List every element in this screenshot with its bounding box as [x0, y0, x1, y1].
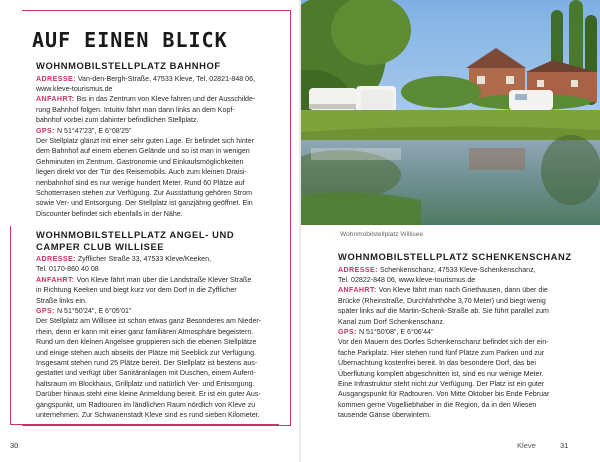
directions-label: ANFAHRT:	[36, 275, 75, 284]
body-line: Der Stellplatz glänzt mit einer sehr guten Lage. Er befindet sich hinter	[36, 136, 255, 145]
directions-label: ANFAHRT:	[338, 286, 377, 295]
address-label: ADRESSE:	[36, 74, 76, 83]
section-bahnhof	[36, 60, 291, 219]
page-number-left: 30	[10, 441, 19, 450]
body-line: Ausgangspunkt für Radtouren. Von Mitte Oktober bis Ende Februar	[338, 390, 550, 399]
body-line: rhein, denn er kann mit einer ganz familiären Atmosphäre begeistern.	[36, 327, 254, 336]
directions-line: Kanal zum Dorf Schenkenschanz.	[338, 317, 445, 326]
body-line: Schotterrasen stehen zur Verfügung. Zur Ausstattung gehören Strom	[36, 188, 253, 197]
body-line: Vor den Mauern des Dorfes Schenkenschanz befindet sich der ein-	[338, 338, 549, 347]
address-text: Schenkenschanz, 47533 Kleve-Schenkenschanz,	[379, 265, 536, 274]
body-line: sowie Ver- und Entsorgung. Der Stellplatz ist ganzjährig geöffnet. Ein	[36, 199, 253, 208]
section-title: WOHNMOBILSTELLPLATZ SCHENKENSCHANZ	[338, 251, 572, 262]
section-title: WOHNMOBILSTELLPLATZ BAHNHOF	[36, 60, 221, 71]
directions-line: Von Kleve fährt man nach Griethausen, dann über die	[378, 286, 548, 295]
address-label: ADRESSE:	[338, 265, 378, 274]
directions-line: bahnhof vorbei zum dahinter befindlichen Stellplatz.	[36, 116, 199, 125]
body-line: tausende Gänse überwintern.	[338, 411, 432, 420]
body-line: Darüber hinaus steht eine kleine Anmeldung bereit. Er ist ein guter Aus-	[36, 390, 261, 399]
page-number-right: 31	[560, 441, 569, 450]
address-label: ADRESSE:	[36, 255, 76, 263]
body-line: Gehminuten im Zentrum. Gastronomie und Einkaufsmöglichkeiten	[36, 157, 244, 166]
gps-label: GPS:	[36, 126, 55, 135]
gps-coordinates: N 51°50'24", E 6°05'01"	[56, 307, 132, 316]
body-line: Der Stellplatz am Willisee ist schon etwas ganz Besonderes am Nieder-	[36, 317, 262, 326]
section-name: Kleve	[517, 441, 536, 450]
body-line: und einige stehen auch abseits der Plätze mit Seeblick zur Verfügung.	[36, 348, 257, 357]
body-line: unternehmen. Zur Schwanenstadt Kleve sind es rund sieben Kilometer.	[36, 411, 260, 420]
address-text-2: www.kleve-tourismus.de	[36, 84, 113, 93]
body-line: Überflutung komplett abgeschnitten ist, sind es nur wenige Meter.	[338, 369, 544, 378]
directions-line: in Richtung Keeken und biegt kurz vor dem Dorf in die Zyfflicher	[36, 286, 237, 295]
directions-line: später links auf die Martin-Schenk-Straße ab. Sie führt parallel zum	[338, 307, 549, 316]
campsite-photo	[301, 0, 600, 225]
gps-label: GPS:	[338, 327, 357, 336]
gps-coordinates: N 51°47'23", E 6°08'25"	[56, 126, 132, 135]
gps-coordinates: N 51°50'08", E 6°06'44"	[358, 327, 434, 336]
body-line: nenbahnhof sind es nur wenige hundert Meter. Rund 60 Plätze auf	[36, 178, 245, 187]
body-line: Eine Infrastruktur steht nicht zur Verfügung. Der Platz ist ein guter	[338, 379, 545, 388]
body-line: gangspunkt, um Radtouren im ländlichen Raum nördlich von Kleve zu	[36, 400, 256, 409]
body-line: Übernachtung kostenfrei bereit. In das besondere Dorf, das bei	[338, 359, 536, 368]
directions-line: rung Bahnhof folgen. Intuitiv fährt man dann links an dem Kopf-	[36, 105, 235, 114]
address-text: Zyfflicher Straße 33, 47533 Kleve/Keeken,	[77, 255, 211, 263]
section-schenkenschanz	[338, 251, 593, 421]
directions-line: Bis in das Zentrum von Kleve fahren und der Ausschilde-	[76, 95, 256, 104]
section-willisee	[36, 229, 291, 421]
body-line: haltsraum im Blockhaus, Grillplatz und natürlich Ver- und Entsorgung.	[36, 379, 255, 388]
body-line: kommen gerne Vogelliebhaber in die Region, da in den Wiesen	[338, 400, 537, 409]
body-line: Discounter befindet sich ebenfalls in der Nähe.	[36, 209, 183, 218]
body-line: Insgesamt stehen rund 25 Plätze bereit. Der Stellplatz ist bestens aus-	[36, 359, 258, 368]
address-text-2: Tel. 0170-860 40 08	[36, 265, 99, 274]
address-text: Van-den-Bergh-Straße, 47533 Kleve, Tel. 02821-848 06,	[77, 74, 256, 83]
directions-label: ANFAHRT:	[36, 95, 75, 104]
body-line: fache Parkplatz. Hier stehen rund fünf Plätze zum Parken und zur	[338, 348, 545, 357]
body-line: Rund um den kleinen Angelsee gruppieren sich die ebenen Stellplätze	[36, 338, 257, 347]
body-line: gestattet und verfügt über Sanitäranlagen mit Duschen, einem Aufent-	[36, 369, 256, 378]
address-text-2: Tel. 02822-848 06, www.kleve-tourismus.de	[338, 275, 476, 284]
directions-line: Straße links ein.	[36, 296, 87, 305]
body-line: dem Bahnhof auf einem ebenen Gelände und so ist man in wenigen	[36, 147, 250, 156]
gps-label: GPS:	[36, 307, 55, 316]
page-headline: AUF EINEN BLICK	[32, 28, 228, 52]
section-title: CAMPER CLUB WILLISEE	[36, 240, 165, 252]
section-title: WOHNMOBILSTELLPLATZ ANGEL- UND	[36, 229, 235, 240]
body-line: liegen direkt vor der Tür des Reisemobils. Auch zum kleinen Draisi-	[36, 168, 247, 177]
photo-caption: Wohnmobilstellplatz Willisee	[340, 231, 424, 238]
directions-line: Brücke (Rheinstraße, Durchfahrthöhe 3,70 Meter) und biegt wenig	[338, 296, 546, 305]
directions-line: Von Kleve fährt man über die Landstraße Klever Straße	[76, 275, 252, 284]
